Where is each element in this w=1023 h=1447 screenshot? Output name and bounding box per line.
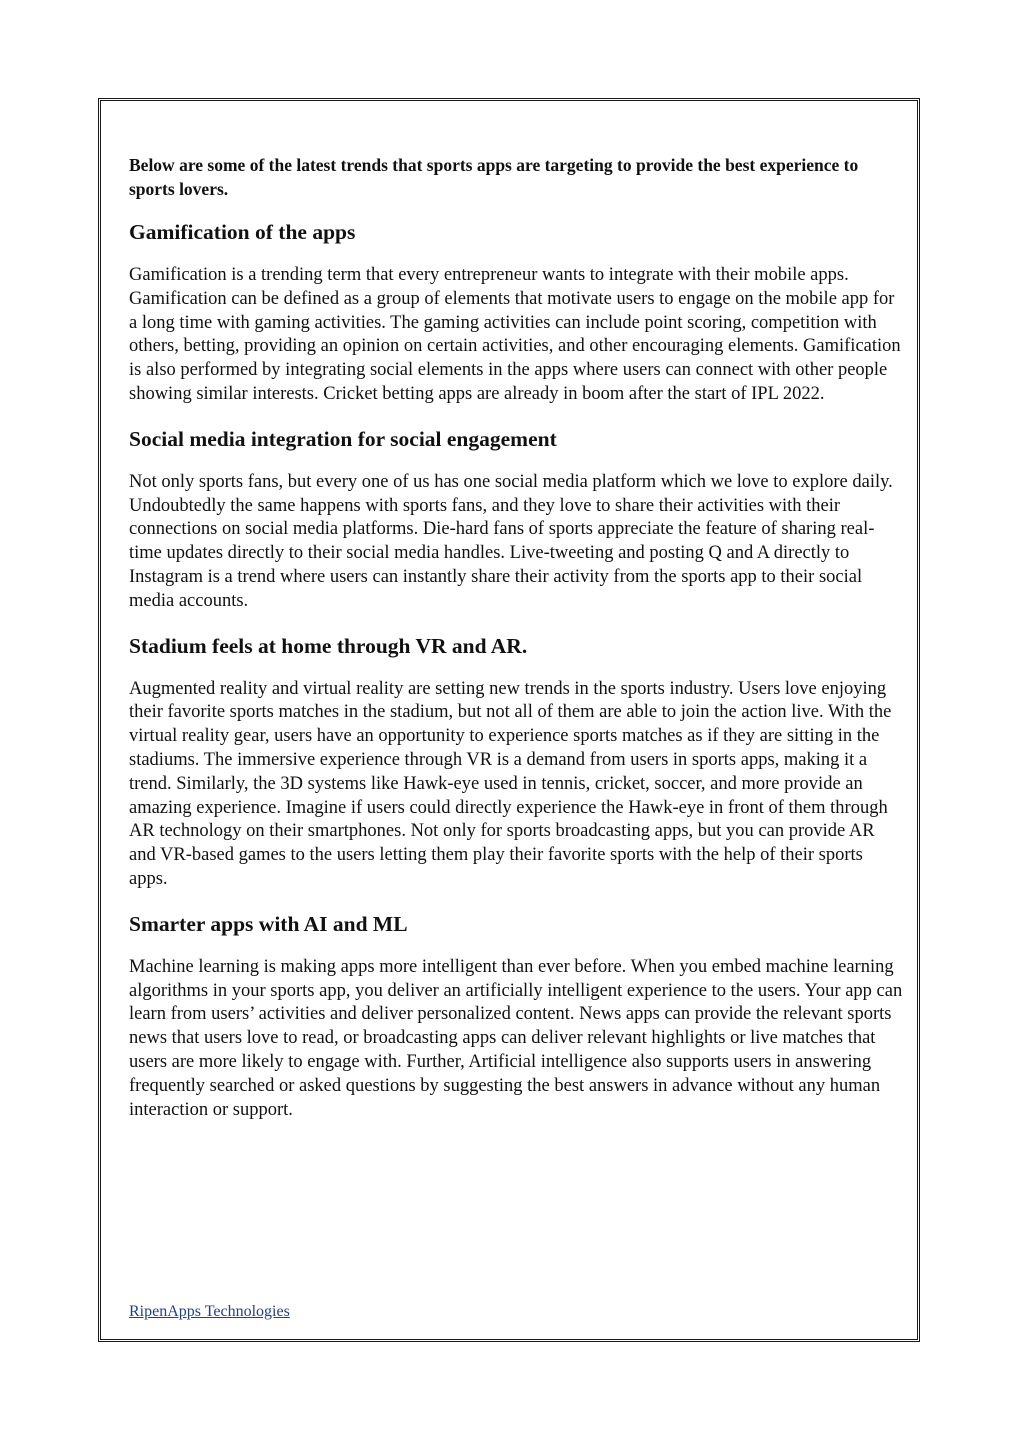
section-body-vr-ar: Augmented reality and virtual reality are setting new trends in the sports industry. Users love enjoying their favorite sports matches in the stadium, but not all of them are able to join the action live. With the virtual reality gear, users have an opportunity to experience sports matches as if they are sitting in the stadiums. The immersive experience through VR is a demand from users in sports apps, making it a trend. Similarly, the 3D systems like Hawk-eye used in tennis, cricket, soccer, and more provide an amazing experience. Imagine if users could directly experience the Hawk-eye in front of them through AR technology on their smartphones. Not only for sports broadcasting apps, but you can provide AR and VR-based games to the users letting them play their favorite sports with the help of their sports apps. xyxy=(129,678,892,889)
page-frame xyxy=(98,98,920,1342)
section-heading-vr-ar: Stadium feels at home through VR and AR. xyxy=(129,633,528,658)
section-heading-ai-ml: Smarter apps with AI and ML xyxy=(129,911,408,936)
section-heading-social-media: Social media integration for social engagement xyxy=(129,426,557,451)
footer-company-link[interactable]: RipenApps Technologies xyxy=(129,1303,290,1320)
section-body-ai-ml: Machine learning is making apps more intelligent than ever before. When you embed machine learning algorithms in your sports app, you deliver an artificially intelligent experience to the users. Your app can learn from users’ activities and deliver personalized content. News apps can provide the relevant sports news that users love to read, or broadcasting apps can deliver relevant highlights or live matches that users are more likely to engage with. Further, Artificial intelligence also supports users in answering frequently searched or asked questions by suggesting the best answers in advance without any human interaction or support. xyxy=(129,956,903,1120)
intro-paragraph: Below are some of the latest trends that sports apps are targeting to provide the best experience to sports lovers. xyxy=(129,155,859,199)
section-body-gamification: Gamification is a trending term that every entrepreneur wants to integrate with their mobile apps. Gamification can be defined as a group of elements that motivate users to engage on the mobile app for a long time with gaming activities. The gaming activities can include point scoring, competition with others, betting, providing an opinion on certain activities, and other encouraging elements. Gamification is also performed by integrating social elements in the apps where users can connect with other people showing similar interests. Cricket betting apps are already in boom after the start of IPL 2022. xyxy=(129,265,901,404)
document-content xyxy=(129,153,904,1139)
section-heading-gamification: Gamification of the apps xyxy=(129,220,356,244)
section-body-social-media: Not only sports fans, but every one of us has one social media platform which we love to explore daily. Undoubtedly the same happens with sports fans, and they love to share their activities with their connections on social media platforms. Die-hard fans of sports appreciate the feature of sharing real-time updates directly to their social media handles. Live-tweeting and posting Q and A directly to Instagram is a trend where users can instantly share their activity from the sports app to their social media accounts. xyxy=(129,471,893,611)
